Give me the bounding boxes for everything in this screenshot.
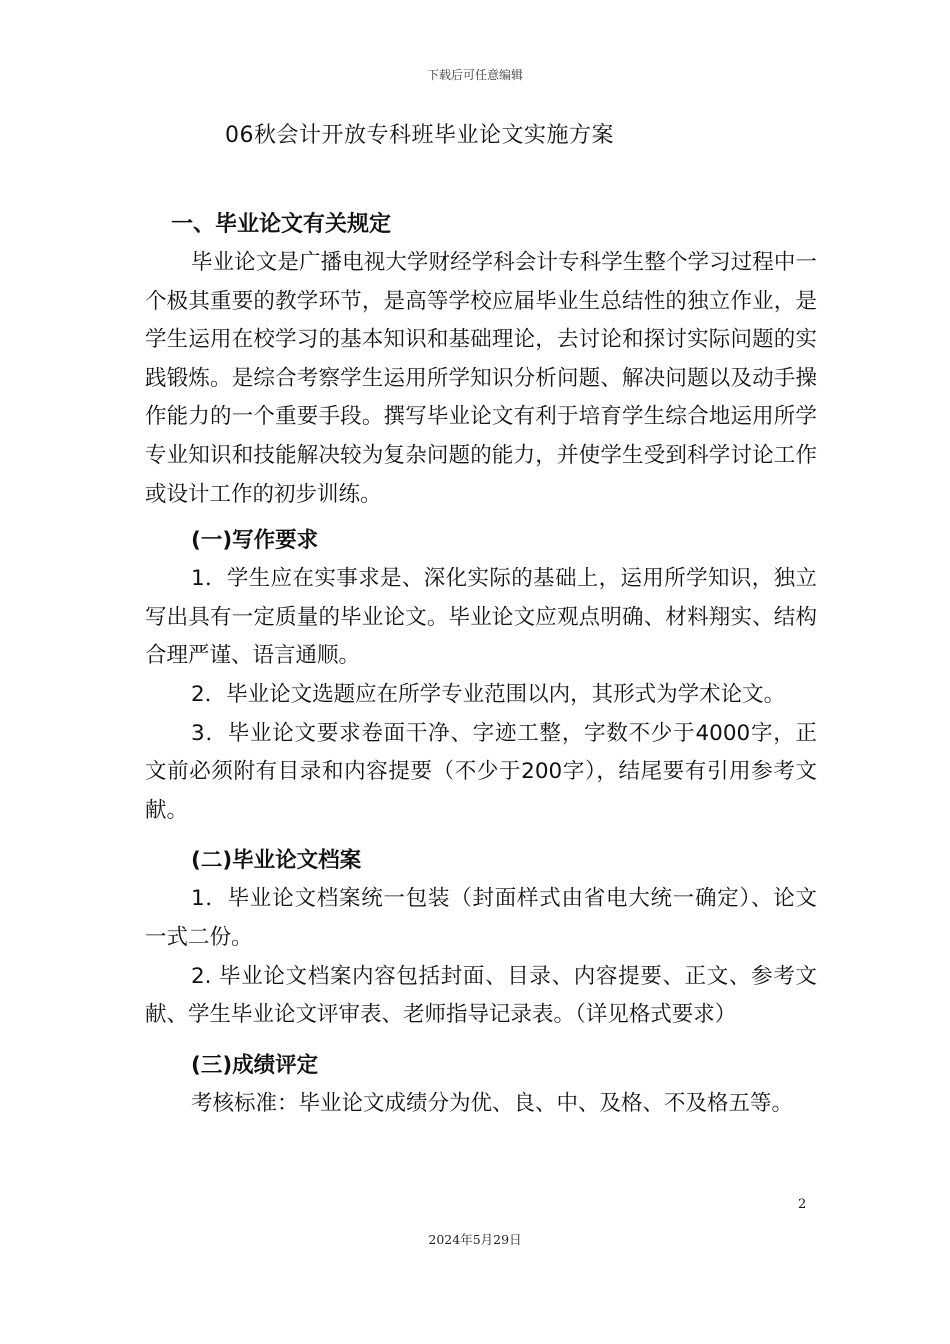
section-heading-regulations: 一、毕业论文有关规定 <box>171 212 392 237</box>
subsection-heading-writing-requirements: (一)写作要求 <box>191 528 319 554</box>
requirement-item-3: 3．毕业论文要求卷面干净、字迹工整，字数不少于4000字，正文前必须附有目录和内容提要（不少于200字），结尾要有引用参考文献。 <box>145 720 817 823</box>
intro-paragraph: 毕业论文是广播电视大学财经学科会计专科学生整个学习过程中一个极其重要的教学环节，是高等学校应届毕业生总结性的独立作业，是学生运用在校学习的基本知识和基础理论，去讨论和探讨实际问题的实践锻炼。是综合考察学生运用所学知识分析问题、解决问题以及动手操作能力的一个重要手段。撰写毕业论文有利于培育学生综合地运用所学专业知识和技能解决较为复杂问题的能力，并使学生受到科学讨论工作或设计工作的初步训练。 <box>145 250 817 507</box>
subsection-heading-grading: (三)成绩评定 <box>191 1052 319 1078</box>
archive-item-2: 2. 毕业论文档案内容包括封面、目录、内容提要、正文、参考文献、学生毕业论文评审表、老师指导记录表。（详见格式要求） <box>145 963 817 1028</box>
requirement-item-1: 1．学生应在实事求是、深化实际的基础上，运用所学知识，独立写出具有一定质量的毕业论文。毕业论文应观点明确、材料翔实、结构合理严谨、语言通顺。 <box>145 566 817 669</box>
document-body <box>145 206 817 1123</box>
footer-date: 2024年5月29日 <box>428 1232 522 1247</box>
archive-item-1: 1．毕业论文档案统一包装（封面样式由省电大统一确定）、论文一式二份。 <box>145 886 817 950</box>
grading-standard: 考核标准：毕业论文成绩分为优、良、中、及格、不及格五等。 <box>191 1090 794 1116</box>
page-number: 2 <box>798 1197 807 1212</box>
document-title: 06秋会计开放专科班毕业论文实施方案 <box>225 123 614 148</box>
requirement-item-2: 2．毕业论文选题应在所学专业范围以内，其形式为学术论文。 <box>191 681 786 707</box>
subsection-heading-thesis-archive: (二)毕业论文档案 <box>191 848 362 874</box>
header-note: 下载后可任意编辑 <box>426 68 523 82</box>
